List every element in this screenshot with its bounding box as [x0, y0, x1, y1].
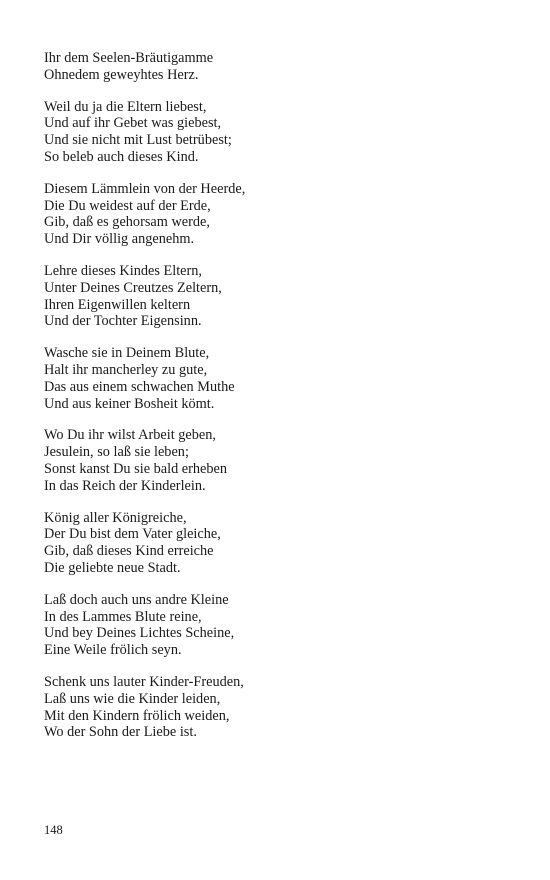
stanza	[44, 263, 524, 330]
verse-line: Unter Deines Creutzes Zeltern,	[44, 279, 222, 296]
verse-line: Und sie nicht mit Lust betrübest;	[44, 132, 232, 149]
verse-line: So beleb auch dieses Kind.	[44, 148, 199, 165]
stanza	[44, 99, 524, 166]
verse-line: Wo Du ihr wilst Arbeit geben,	[44, 427, 216, 444]
poem-body	[44, 50, 524, 756]
verse-line: Lehre dieses Kindes Eltern,	[44, 262, 203, 279]
verse-line: Ihr dem Seelen-Bräutigamme	[44, 50, 214, 66]
stanza	[44, 674, 524, 741]
verse-line: In das Reich der Kinderlein.	[44, 477, 206, 494]
verse-line: Laß uns wie die Kinder leiden,	[44, 690, 221, 707]
verse-line: Jesulein, so laß sie leben;	[44, 444, 189, 461]
verse-line: Das aus einem schwachen Muthe	[44, 378, 235, 395]
verse-line: Wo der Sohn der Liebe ist.	[44, 724, 197, 741]
verse-line: Die Du weidest auf der Erde,	[44, 197, 211, 214]
verse-line: Schenk uns lauter Kinder-Freuden,	[44, 673, 244, 690]
stanza	[44, 50, 524, 84]
verse-line: Sonst kanst Du sie bald erheben	[44, 460, 228, 477]
verse-line: Diesem Lämmlein von der Heerde,	[44, 180, 246, 197]
stanza	[44, 592, 524, 659]
stanza	[44, 181, 524, 248]
verse-line: Und Dir völlig angenehm.	[44, 231, 195, 248]
verse-line: Gib, daß es gehorsam werde,	[44, 214, 210, 231]
page-number: 148	[44, 823, 63, 837]
verse-line: König aller Königreiche,	[44, 509, 187, 526]
verse-line: Der Du bist dem Vater gleiche,	[44, 526, 221, 543]
verse-line: Ihren Eigenwillen keltern	[44, 296, 191, 313]
stanza	[44, 510, 524, 577]
verse-line: Weil du ja die Eltern liebest,	[44, 98, 207, 115]
verse-line: Die geliebte neue Stadt.	[44, 559, 181, 576]
verse-line: Laß doch auch uns andre Kleine	[44, 591, 229, 608]
stanza	[44, 427, 524, 494]
verse-line: Wasche sie in Deinem Blute,	[44, 345, 210, 362]
verse-line: Und auf ihr Gebet was giebest,	[44, 115, 222, 132]
verse-line: Und der Tochter Eigensinn.	[44, 313, 202, 330]
verse-line: Halt ihr mancherley zu gute,	[44, 361, 208, 378]
verse-line: Mit den Kindern frölich weiden,	[44, 707, 230, 724]
verse-line: Und bey Deines Lichtes Scheine,	[44, 625, 235, 642]
verse-line: Gib, daß dieses Kind erreiche	[44, 543, 214, 560]
verse-line: Eine Weile frölich seyn.	[44, 642, 182, 659]
verse-line: Und aus keiner Bosheit kömt.	[44, 395, 215, 412]
stanza	[44, 345, 524, 412]
verse-line: In des Lammes Blute reine,	[44, 608, 202, 625]
verse-line: Ohnedem geweyhtes Herz.	[44, 66, 199, 83]
